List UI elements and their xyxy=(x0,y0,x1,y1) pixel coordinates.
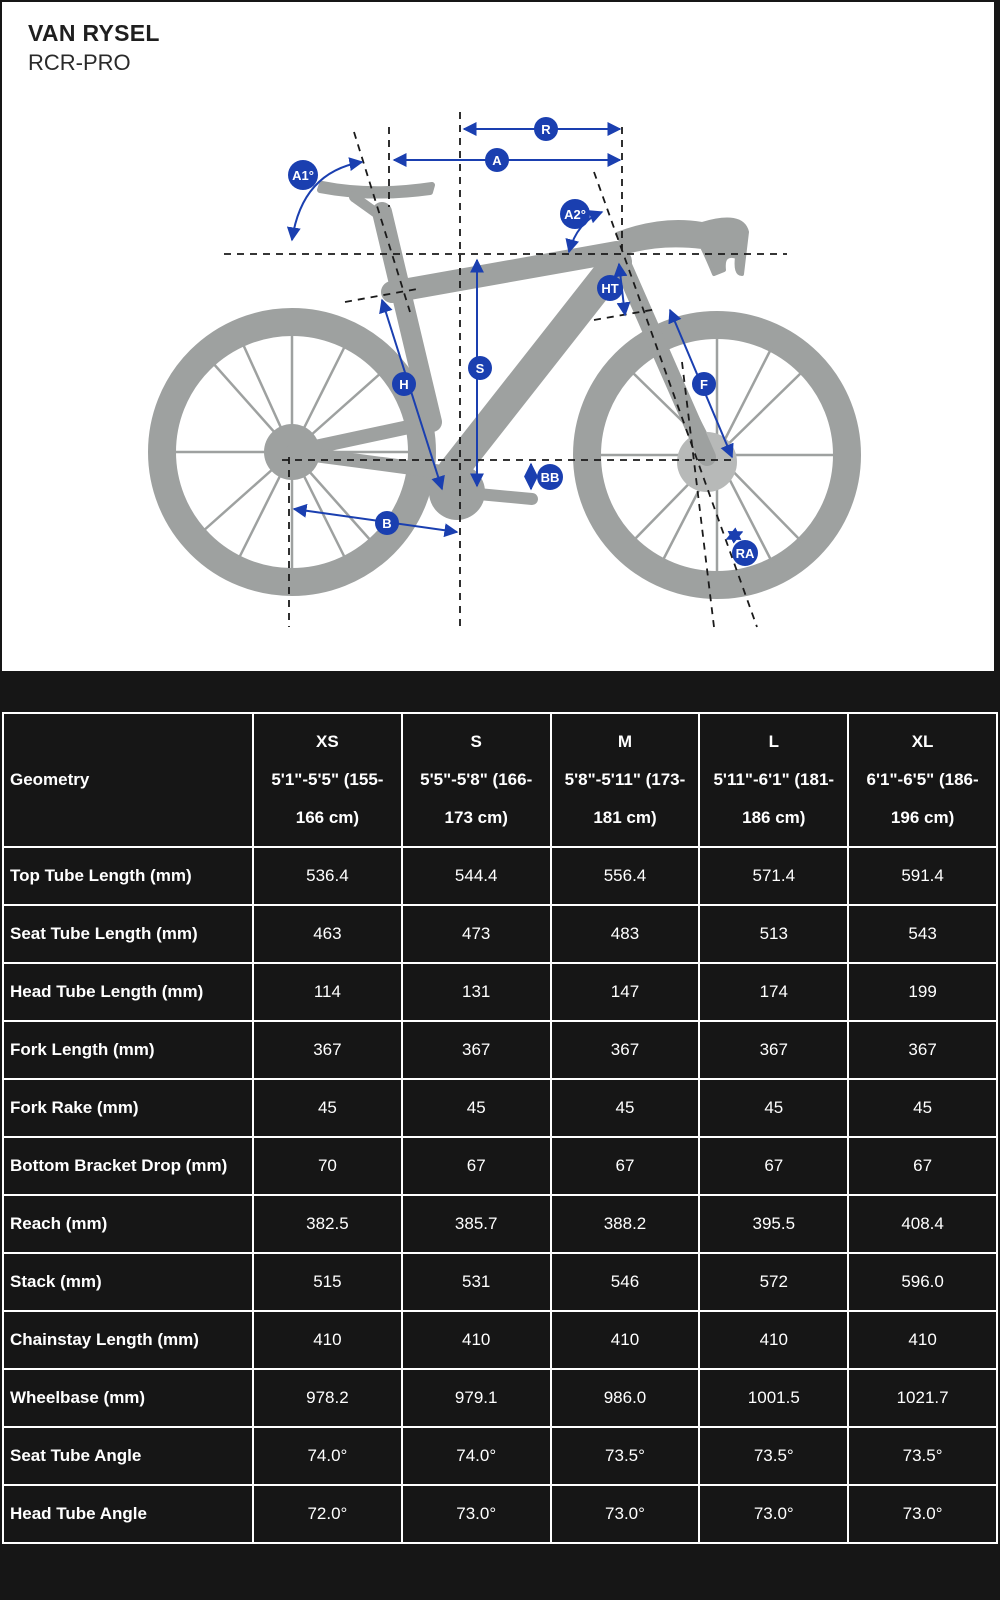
table-cell: 45 xyxy=(699,1079,848,1137)
table-cell: 67 xyxy=(551,1137,700,1195)
label-f-badge xyxy=(692,372,716,396)
table-cell: 556.4 xyxy=(551,847,700,905)
table-row xyxy=(3,1253,997,1311)
table-cell: 367 xyxy=(699,1021,848,1079)
table-cell: 67 xyxy=(402,1137,551,1195)
table-cell: 513 xyxy=(699,905,848,963)
table-cell: 978.2 xyxy=(253,1369,402,1427)
table-cell: 147 xyxy=(551,963,700,1021)
table-row xyxy=(3,1079,997,1137)
table-cell: 531 xyxy=(402,1253,551,1311)
svg-text:R: R xyxy=(541,122,551,137)
table-cell: 515 xyxy=(253,1253,402,1311)
table-cell: 45 xyxy=(402,1079,551,1137)
row-label: Seat Tube Length (mm) xyxy=(3,905,253,963)
table-cell: 45 xyxy=(551,1079,700,1137)
table-cell: 70 xyxy=(253,1137,402,1195)
table-cell: 45 xyxy=(848,1079,997,1137)
size-header-m: M 5'8"-5'11" (173-181 cm) xyxy=(551,713,700,847)
table-cell: 74.0° xyxy=(402,1427,551,1485)
table-cell: 73.0° xyxy=(551,1485,700,1543)
table-row xyxy=(3,1369,997,1427)
size-header-l: L 5'11"-6'1" (181-186 cm) xyxy=(699,713,848,847)
table-cell: 572 xyxy=(699,1253,848,1311)
table-cell: 385.7 xyxy=(402,1195,551,1253)
table-cell: 73.5° xyxy=(551,1427,700,1485)
label-h-badge xyxy=(392,372,416,396)
geometry-diagram-panel xyxy=(0,0,996,673)
table-cell: 979.1 xyxy=(402,1369,551,1427)
table-cell: 174 xyxy=(699,963,848,1021)
row-label: Head Tube Angle xyxy=(3,1485,253,1543)
table-cell: 367 xyxy=(848,1021,997,1079)
row-label: Top Tube Length (mm) xyxy=(3,847,253,905)
table-cell: 536.4 xyxy=(253,847,402,905)
row-label: Wheelbase (mm) xyxy=(3,1369,253,1427)
table-cell: 73.0° xyxy=(402,1485,551,1543)
table-row xyxy=(3,1137,997,1195)
table-row xyxy=(3,1195,997,1253)
row-label: Reach (mm) xyxy=(3,1195,253,1253)
table-cell: 463 xyxy=(253,905,402,963)
svg-text:BB: BB xyxy=(540,470,560,485)
table-cell: 544.4 xyxy=(402,847,551,905)
table-cell: 1021.7 xyxy=(848,1369,997,1427)
reference-lines xyxy=(224,112,787,627)
table-cell: 543 xyxy=(848,905,997,963)
table-cell: 410 xyxy=(551,1311,700,1369)
table-cell: 73.5° xyxy=(848,1427,997,1485)
label-ht-badge xyxy=(597,275,623,301)
svg-text:B: B xyxy=(382,516,392,531)
label-b-badge xyxy=(375,511,399,535)
label-a2-badge xyxy=(560,199,590,229)
row-label: Bottom Bracket Drop (mm) xyxy=(3,1137,253,1195)
table-cell: 986.0 xyxy=(551,1369,700,1427)
size-header-xs: XS 5'1"-5'5" (155-166 cm) xyxy=(253,713,402,847)
svg-text:H: H xyxy=(399,377,409,392)
table-cell: 408.4 xyxy=(848,1195,997,1253)
table-cell: 367 xyxy=(253,1021,402,1079)
table-cell: 473 xyxy=(402,905,551,963)
svg-text:F: F xyxy=(700,377,708,392)
label-bb-badge xyxy=(537,464,563,490)
label-a-badge xyxy=(485,148,509,172)
table-cell: 114 xyxy=(253,963,402,1021)
table-cell: 483 xyxy=(551,905,700,963)
table-cell: 131 xyxy=(402,963,551,1021)
model-name: RCR-PRO xyxy=(28,50,131,75)
table-cell: 388.2 xyxy=(551,1195,700,1253)
row-label: Fork Rake (mm) xyxy=(3,1079,253,1137)
table-cell: 546 xyxy=(551,1253,700,1311)
table-cell: 74.0° xyxy=(253,1427,402,1485)
svg-text:S: S xyxy=(475,361,485,376)
table-cell: 410 xyxy=(699,1311,848,1369)
label-a1-badge xyxy=(288,160,318,190)
table-cell: 73.0° xyxy=(699,1485,848,1543)
table-cell: 367 xyxy=(402,1021,551,1079)
table-row xyxy=(3,905,997,963)
table-cell: 596.0 xyxy=(848,1253,997,1311)
table-cell: 410 xyxy=(253,1311,402,1369)
table-body xyxy=(3,847,997,1543)
table-cell: 73.5° xyxy=(699,1427,848,1485)
table-cell: 571.4 xyxy=(699,847,848,905)
svg-text:A1°: A1° xyxy=(292,168,314,183)
table-corner-label: Geometry xyxy=(3,713,253,847)
table-row xyxy=(3,1485,997,1543)
table-cell: 591.4 xyxy=(848,847,997,905)
table-cell: 73.0° xyxy=(848,1485,997,1543)
bike-geometry-diagram xyxy=(2,2,998,671)
row-label: Fork Length (mm) xyxy=(3,1021,253,1079)
table-cell: 72.0° xyxy=(253,1485,402,1543)
table-cell: 395.5 xyxy=(699,1195,848,1253)
row-label: Seat Tube Angle xyxy=(3,1427,253,1485)
brand-name: VAN RYSEL xyxy=(28,20,160,46)
table-row xyxy=(3,847,997,905)
table-row xyxy=(3,1427,997,1485)
svg-text:A: A xyxy=(492,153,502,168)
table-row xyxy=(3,1311,997,1369)
size-header-s: S 5'5"-5'8" (166-173 cm) xyxy=(402,713,551,847)
label-s-badge xyxy=(468,356,492,380)
table-cell: 367 xyxy=(551,1021,700,1079)
table-row xyxy=(3,1021,997,1079)
geometry-table xyxy=(2,712,998,1544)
table-header-row xyxy=(3,713,997,847)
svg-text:HT: HT xyxy=(601,281,619,296)
table-cell: 67 xyxy=(699,1137,848,1195)
row-label: Chainstay Length (mm) xyxy=(3,1311,253,1369)
front-wheel xyxy=(587,325,847,585)
row-label: Head Tube Length (mm) xyxy=(3,963,253,1021)
table-cell: 199 xyxy=(848,963,997,1021)
table-cell: 1001.5 xyxy=(699,1369,848,1427)
table-cell: 410 xyxy=(402,1311,551,1369)
row-label: Stack (mm) xyxy=(3,1253,253,1311)
table-cell: 45 xyxy=(253,1079,402,1137)
table-cell: 382.5 xyxy=(253,1195,402,1253)
table-cell: 67 xyxy=(848,1137,997,1195)
svg-text:RA: RA xyxy=(735,546,755,561)
table-row xyxy=(3,963,997,1021)
table-cell: 410 xyxy=(848,1311,997,1369)
label-ra-badge xyxy=(732,540,758,566)
size-header-xl: XL 6'1"-6'5" (186-196 cm) xyxy=(848,713,997,847)
label-r-badge xyxy=(534,117,558,141)
svg-text:A2°: A2° xyxy=(564,207,586,222)
